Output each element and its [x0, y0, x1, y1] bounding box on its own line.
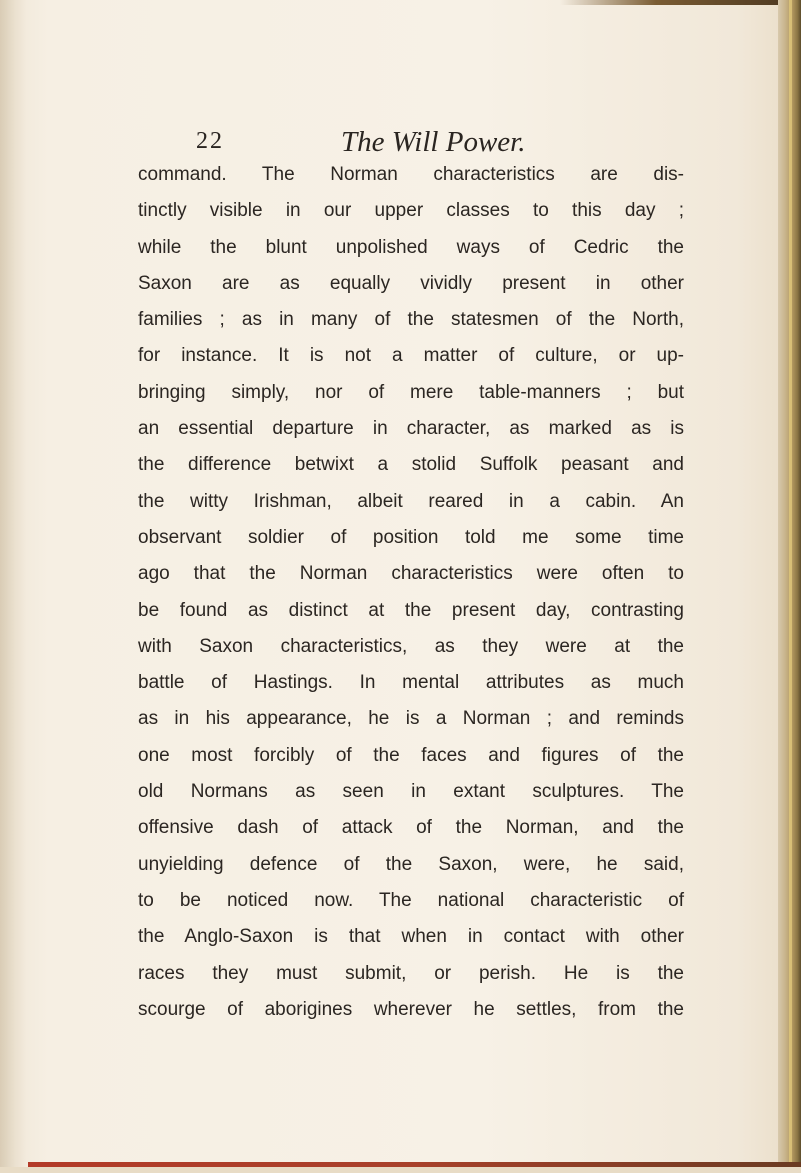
- text-line: the Anglo-Saxon is that when in contact with other: [138, 926, 684, 948]
- text-line: offensive dash of attack of the Norman, and the: [138, 817, 684, 839]
- text-line: Saxon are as equally vividly present in other: [138, 272, 684, 294]
- text-line: observant soldier of position told me some time: [138, 526, 684, 548]
- text-line: command. The Norman characteristics are dis-: [138, 164, 684, 185]
- text-line: tinctly visible in our upper classes to this day ;: [138, 200, 684, 222]
- text-line: an essential departure in character, as marked as is: [138, 418, 684, 440]
- text-line: families ; as in many of the statesmen of the North,: [138, 309, 684, 331]
- body-text: [138, 157, 684, 1028]
- page-gutter: [0, 0, 26, 1173]
- text-line: old Normans as seen in extant sculptures. The: [138, 781, 684, 803]
- book-edge-trim: [789, 0, 792, 1173]
- top-edge-rule: [560, 0, 801, 5]
- text-line: as in his appearance, he is a Norman ; and reminds: [138, 708, 684, 730]
- text-line: ago that the Norman characteristics were often to: [138, 563, 684, 585]
- text-line: scourge of aborigines wherever he settles, from the: [138, 998, 684, 1020]
- text-line: races they must submit, or perish. He is the: [138, 962, 684, 984]
- running-title: The Will Power.: [341, 126, 526, 158]
- text-line: with Saxon characteristics, as they were at the: [138, 635, 684, 657]
- text-line: one most forcibly of the faces and figures of the: [138, 744, 684, 766]
- text-line: bringing simply, nor of mere table-manners ; but: [138, 381, 684, 403]
- bottom-edge-rule: [28, 1162, 801, 1167]
- page-number: 22: [196, 128, 224, 154]
- text-line: battle of Hastings. In mental attributes as much: [138, 672, 684, 694]
- text-line: for instance. It is not a matter of culture, or up-: [138, 345, 684, 367]
- text-line: unyielding defence of the Saxon, were, he said,: [138, 853, 684, 875]
- page-bottom-margin: [0, 1167, 801, 1173]
- text-line: to be noticed now. The national characteristic of: [138, 889, 684, 911]
- text-line: while the blunt unpolished ways of Cedric the: [138, 236, 684, 258]
- text-line: be found as distinct at the present day, contrasting: [138, 599, 684, 621]
- text-line: the difference betwixt a stolid Suffolk peasant and: [138, 454, 684, 476]
- text-line: the witty Irishman, albeit reared in a cabin. An: [138, 490, 684, 512]
